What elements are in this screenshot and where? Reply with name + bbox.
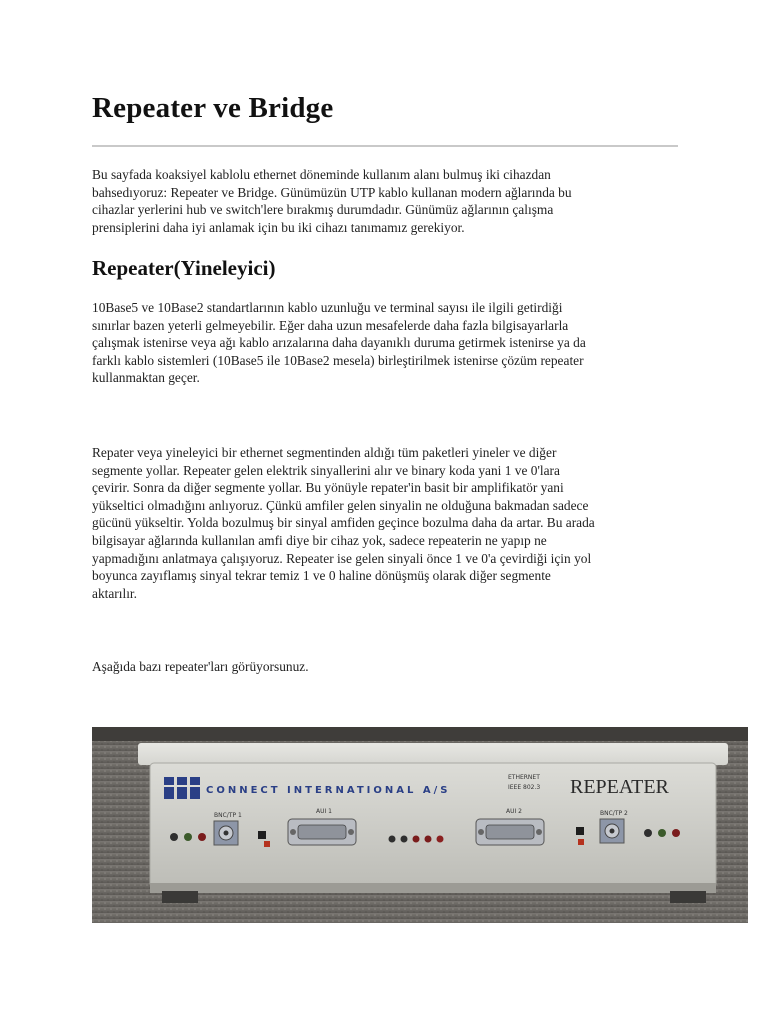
- paragraph-line: çevirir. Sonra da diğer segmente yollar. Bu yönüyle repater'in basit bir amplifikatör yani: [92, 480, 564, 496]
- paragraph-1: [92, 299, 678, 387]
- background-shadow: [92, 727, 748, 741]
- model-sub2-label: IEEE 802.3: [508, 784, 541, 791]
- paragraph-line: bilgisayar ağlarında kullanılan amfi diye bir cihaz yok, sadece repeaterin ne yapıp ne: [92, 532, 547, 548]
- paragraph-line: Repater veya yineleyici bir ethernet segmentinden aldığı tüm paketleri yineler ve diğer: [92, 445, 557, 460]
- intro-line: bahsedıyoruz: Repeater ve Bridge. Günümüzün UTP kablo kullanan modern ağlarında bu: [92, 184, 572, 200]
- switch-left-indicator: [264, 841, 270, 847]
- intro-line: Bu sayfada koaksiyel kablolu ethernet döneminde kullanım alanı bulmuş iki cihazdan: [92, 167, 551, 182]
- intro-paragraph: [92, 166, 678, 236]
- switch-left: [258, 831, 266, 839]
- paragraph-2: [92, 444, 678, 602]
- page-title: Repeater ve Bridge: [92, 92, 334, 124]
- model-sub-label: ETHERNET: [508, 774, 540, 781]
- port1-label: BNC/TP 1: [214, 812, 242, 819]
- switch-right: [576, 827, 584, 835]
- paragraph-3: [92, 658, 678, 676]
- led-group-left: [170, 833, 206, 841]
- switch-right-indicator: [578, 839, 584, 845]
- paragraph-line: 10Base5 ve 10Base2 standartlarının kablo uzunluğu ve terminal sayısı ile ilgili getirdiği: [92, 300, 563, 315]
- title-divider: [92, 145, 678, 147]
- paragraph-line: aktarılır.: [92, 585, 137, 601]
- paragraph-line: yükseltici olmadığını anlıyoruz. Çünkü amfiler gelen sinyalin ne olduğuna bakmadan sadece: [92, 497, 589, 513]
- aui-port-1-icon: [288, 819, 356, 845]
- bnc-port-1-icon: [214, 821, 238, 845]
- repeater-photo: [92, 727, 748, 923]
- paragraph-line: yapmadığını anlatmaya çalışıyoruz. Repeater ise gelen sinyali önce 1 ve 0'a çevirdiği için yol: [92, 550, 592, 566]
- led-group-right: [644, 829, 680, 837]
- aui2-label: AUI 2: [506, 808, 522, 815]
- device-foot-left: [162, 891, 198, 903]
- bnc-port-2-icon: [600, 819, 624, 843]
- paragraph-line: boyunca zayıflamış sinyal tekrar temiz 1 ve 0 haline dönüşmüş olarak diğer segmente: [92, 568, 551, 584]
- intro-line: prensiplerini daha iyi anlamak için bu iki cihazı tanımamız gerekiyor.: [92, 219, 465, 235]
- paragraph-line: sınırlar bazen yeterli gelmeyebilir. Eğer daha uzun mesafelerde daha fazla bilgisayarlarla: [92, 317, 569, 333]
- device-top: [138, 743, 728, 765]
- section-heading: Repeater(Yineleyici): [92, 256, 276, 280]
- port2-label: BNC/TP 2: [600, 810, 628, 817]
- brand-label: CONNECT INTERNATIONAL A/S: [206, 785, 451, 796]
- repeater-device-image: [92, 727, 748, 923]
- model-label: REPEATER: [570, 776, 669, 798]
- paragraph-line: segmente yollar. Repeater gelen elektrik sinyallerini alır ve binary koda yani 1 ve 0'lara: [92, 462, 560, 478]
- ci-logo-icon: [164, 777, 200, 799]
- paragraph-line: çalışmak istenirse veya ağı kablo arızalarına daha dayanıklı duruma getirmek istenirse ya da: [92, 335, 586, 351]
- paragraph-line: Aşağıda bazı repeater'ları görüyorsunuz.: [92, 659, 309, 674]
- paragraph-line: farklı kablo sistemleri (10Base5 ile 10Base2 mesela) birleştirilmek istenirse çözüm repeater: [92, 352, 584, 368]
- intro-line: cihazlar yerlerini hub ve switch'lere bırakmış durumdadır. Günümüz ağlarının çalışma: [92, 202, 554, 218]
- device-base: [150, 883, 716, 893]
- paragraph-line: gücünü yükseltir. Yolda bozulmuş bir sinyal amfiden geçince bozulma daha da artar. Bu arada: [92, 515, 595, 531]
- aui-port-2-icon: [476, 819, 544, 845]
- device-foot-right: [670, 891, 706, 903]
- aui1-label: AUI 1: [316, 808, 332, 815]
- paragraph-line: kullanmaktan geçer.: [92, 370, 200, 386]
